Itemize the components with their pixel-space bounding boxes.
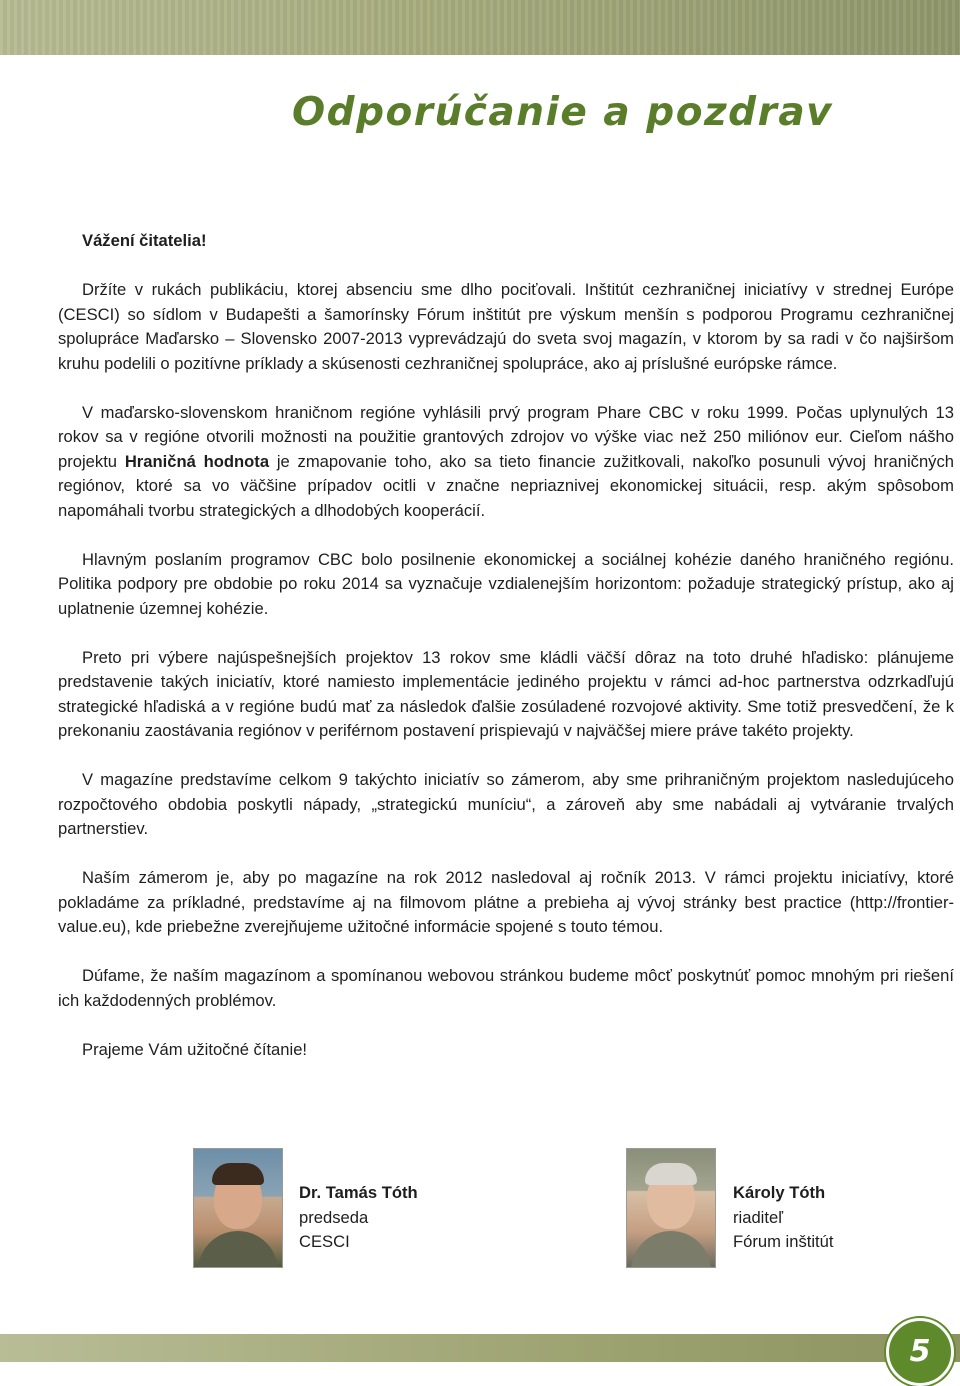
signature-left-org: CESCI xyxy=(299,1232,350,1251)
portrait-shoulders xyxy=(631,1231,711,1268)
page-number-badge xyxy=(886,1318,954,1386)
paragraph-1: Držíte v rukách publikáciu, ktorej absenciu sme dlho pociťovali. Inštitút cezhraničnej iniciatívy v strednej Európe (CESCI) so sídlom v Budapešti a šamorínsky Fórum inštitút pre výskum menšín s podporou Programu cezhraničnej spolupráce Maďarsko – Slovensko 2007-2013 vyprevádzajú do sveta svoj magazín, v ktorom by sa radi v čo najširšom kruhu podelili o pozitívne príklady a skúsenosti cezhraničnej spolupráce, ako aj príslušné európske rámce. xyxy=(58,280,954,373)
portrait-hair xyxy=(212,1163,264,1185)
portrait-photo-left xyxy=(193,1148,283,1268)
bottom-decorative-bar xyxy=(0,1334,960,1362)
top-decorative-bar xyxy=(0,0,960,55)
signature-left-name: Dr. Tamás Tóth xyxy=(299,1183,418,1202)
portrait-photo-right xyxy=(626,1148,716,1268)
paragraph-6: Naším zámerom je, aby po magazíne na rok 2012 nasledoval aj ročník 2013. V rámci projektu iniciatívy, ktoré pokladáme za príkladné, predstavíme aj na filmovom plátne a prebieha aj vývoj stránky best practice (http://frontier-value.eu), kde priebežne zverejňujeme užitočné informácie spojené s touto témou. xyxy=(58,868,954,936)
signature-left xyxy=(299,1181,418,1255)
signature-right-name: Károly Tóth xyxy=(733,1183,826,1202)
paragraph-3: Hlavným poslaním programov CBC bolo posilnenie ekonomickej a sociálnej kohézie daného hraničného regiónu. Politika podpory pre obdobie po roku 2014 sa vyznačuje vzdialenejším horizontom: požaduje strategický prístup, ako aj uplatnenie územnej kohézie. xyxy=(58,549,954,618)
greeting: Vážení čitatelia! xyxy=(82,231,207,250)
page-number: 5 xyxy=(909,1334,931,1369)
paragraph-7: Dúfame, že naším magazínom a spomínanou webovou stránkou budeme môcť poskytnúť pomoc mnohým pri riešení ich každodenných problémov. xyxy=(58,966,954,1010)
paragraph-5: V magazíne predstavíme celkom 9 takýchto iniciatív so zámerom, aby sme prihraničným projektom nasledujúceho rozpočtového obdobia poskytli nápady, „strategickú muníciu“, a zároveň aby sme nabádali aj vytváranie trvalých partnerstiev. xyxy=(58,770,954,838)
paragraph-2-part-a: V maďarsko-slovenskom hraničnom regióne vyhlásili prvý program Phare CBC v roku 1999. Počas uplynulých 13 rokov sa v regióne otvorili možnosti na použitie grantových zdrojov vo výške viac než 250 miliónov eur. Cieľom nášho projektu xyxy=(58,402,954,471)
page-title: Odporúčanie a pozdrav xyxy=(292,90,834,135)
paragraph-2-part-b: je zmapovanie toho, ako sa tieto financie zužitkovali, nakoľko posunuli vývoj hraničných regiónov, ktoré sa vo väčšine prípadov ocitli v značne nepriaznivej ekonomickej situácii, resp. akým spôsobom napomáhali tvorbu strategických a dlhodobých kooperácií. xyxy=(58,451,954,520)
portrait-hair xyxy=(645,1163,697,1185)
letter-body xyxy=(58,229,954,1087)
signature-left-role: predseda xyxy=(299,1207,369,1227)
signature-right-role: riaditeľ xyxy=(733,1207,784,1227)
project-name: Hraničná hodnota xyxy=(124,451,270,471)
title-container xyxy=(292,90,833,135)
paragraph-2 xyxy=(58,401,954,524)
signature-right-org: Fórum inštitút xyxy=(733,1232,834,1251)
signature-right xyxy=(733,1181,834,1255)
portrait-shoulders xyxy=(198,1231,278,1268)
paragraph-4: Preto pri výbere najúspešnejších projektov 13 rokov sme kládli väčší dôraz na toto druhé hľadisko: plánujeme predstavenie takých iniciatív, ktoré namiesto implementácie jediného projektu v rámci ad-hoc partnerstva odzrkadľujú strategické hľadiská a v regióne budú mať za následok ďalšie zosúladené rozvojové aktivity. Sme totiž presvedčení, že k prekonaniu zaostávania regiónov v periférnom postavení prispievajú v najväčšej miere práve takéto projekty. xyxy=(58,647,954,740)
paragraph-8: Prajeme Vám užitočné čítanie! xyxy=(82,1039,308,1059)
